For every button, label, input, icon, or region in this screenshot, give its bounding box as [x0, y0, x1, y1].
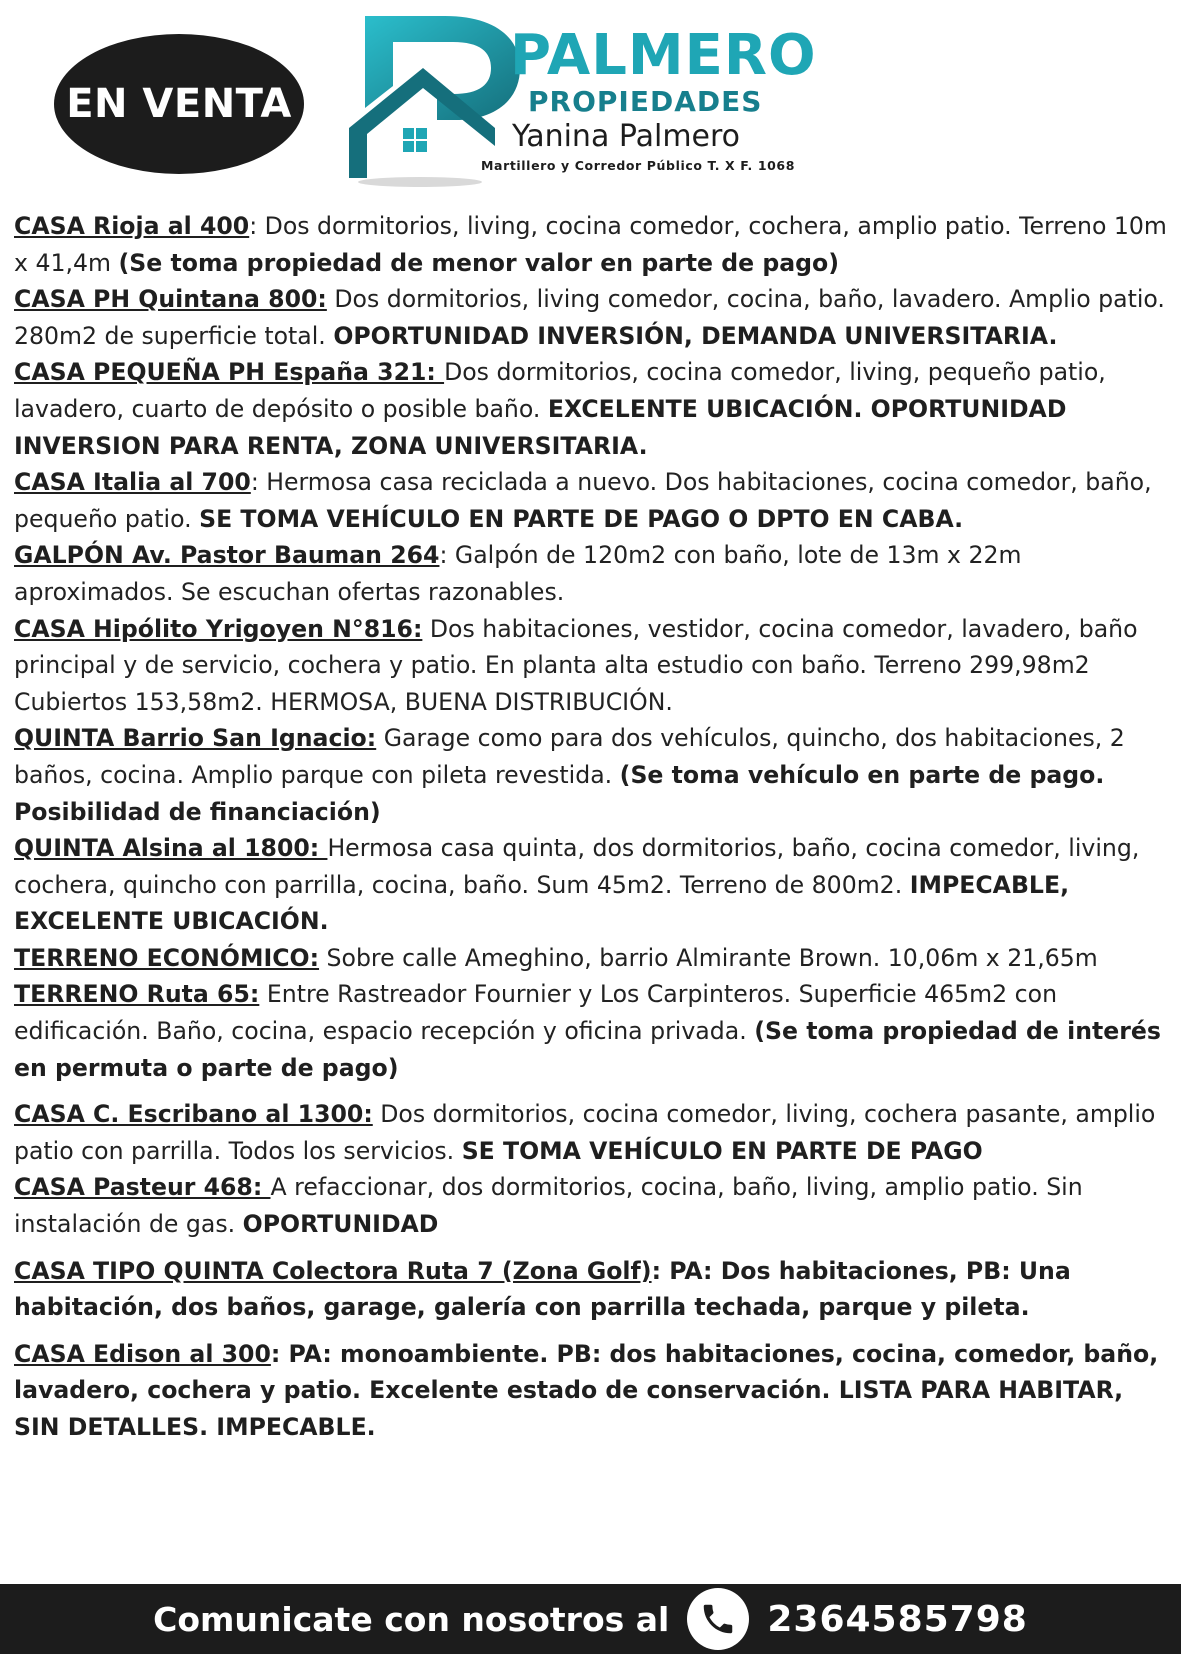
- contact-footer: [0, 1584, 1181, 1654]
- listing-name: TERRENO ECONÓMICO:: [14, 943, 320, 972]
- listing-separator: [319, 944, 327, 972]
- listing-description: Dos dormitorios, cocina comedor, living, cochera pasante, amplio patio con parrilla. Todos los servicios.: [14, 1100, 1156, 1165]
- contact-text: Comunicate con nosotros al: [153, 1599, 670, 1639]
- listing-name: GALPÓN Av. Pastor Bauman 264: [14, 541, 440, 570]
- listing-separator: [259, 980, 267, 1008]
- listing-emphasis: PA: monoambiente. PB: dos habitaciones, cocina, comedor, baño, lavadero, cochera y patio. Excelente estado de conservación. LISTA PARA HABITAR, SIN DETALLES. IMPECABLE.: [14, 1339, 1159, 1441]
- brand-subtitle: PROPIEDADES: [528, 85, 763, 118]
- listing-name: CASA C. Escribano al 1300:: [14, 1100, 373, 1129]
- listing-item: [14, 464, 1174, 537]
- listing-name: CASA Hipólito Yrigoyen N°816:: [14, 614, 423, 643]
- listing-separator: :: [270, 1339, 289, 1368]
- listing-emphasis: (Se toma propiedad de interés en permuta o parte de pago): [14, 1017, 1161, 1082]
- listing-emphasis: EXCELENTE UBICACIÓN. OPORTUNIDAD INVERSION PARA RENTA, ZONA UNIVERSITARIA.: [14, 394, 1067, 460]
- listing-emphasis: IMPECABLE, EXCELENTE UBICACIÓN.: [14, 870, 1070, 936]
- listing-item: [14, 940, 1174, 977]
- listing-item: [14, 976, 1174, 1086]
- listing-separator: :: [439, 541, 455, 570]
- listing-item: [14, 1253, 1174, 1326]
- listing-emphasis: (Se toma propiedad de menor valor en parte de pago): [118, 248, 840, 277]
- listing-name: CASA Italia al 700: [14, 468, 251, 497]
- brand-person: Yanina Palmero: [512, 119, 741, 154]
- property-listings: [14, 208, 1174, 1446]
- listing-item: [14, 611, 1174, 721]
- listing-name: QUINTA Barrio San Ignacio:: [14, 724, 377, 753]
- listing-name: CASA Edison al 300: [14, 1339, 271, 1368]
- listing-emphasis: SE TOMA VEHÍCULO EN PARTE DE PAGO: [461, 1136, 983, 1165]
- listing-description: Sobre calle Ameghino, barrio Almirante Brown. 10,06m x 21,65m: [326, 943, 1098, 972]
- phone-icon: [687, 1588, 749, 1650]
- listing-description: Dos dormitorios, living comedor, cocina, baño, lavadero. Amplio patio. 280m2 de superficie total.: [14, 285, 1165, 350]
- listing-name: CASA PEQUEÑA PH España 321:: [14, 358, 445, 387]
- listing-description: A refaccionar, dos dormitorios, cocina, baño, living, amplio patio. Sin instalación de gas.: [14, 1173, 1083, 1239]
- listing-description: Hermosa casa reciclada a nuevo. Dos habitaciones, cocina comedor, baño, pequeño patio.: [14, 468, 1152, 533]
- listing-name: QUINTA Alsina al 1800:: [14, 834, 328, 863]
- listing-name: CASA PH Quintana 800:: [14, 285, 327, 314]
- listing-item: [14, 830, 1174, 940]
- listing-description: Galpón de 120m2 con baño, lote de 13m x 22m aproximados. Se escuchan ofertas razonables.: [14, 541, 1022, 606]
- listing-item: [14, 1096, 1174, 1169]
- listing-separator: :: [651, 1256, 670, 1285]
- listing-item: [14, 208, 1174, 281]
- listing-emphasis: OPORTUNIDAD: [242, 1210, 439, 1239]
- listing-description: Entre Rastreador Fournier y Los Carpinteros. Superficie 465m2 con edificación. Baño, cocina, espacio recepción y oficina privada.: [14, 980, 1058, 1046]
- brand-name: PALMERO: [510, 23, 817, 88]
- listing-item: [14, 1169, 1174, 1242]
- listing-item: [14, 720, 1174, 830]
- listing-separator: [376, 724, 384, 752]
- listing-name: CASA Pasteur 468:: [14, 1173, 271, 1202]
- listing-separator: :: [249, 212, 265, 240]
- brand-credential: Martillero y Corredor Público T. X F. 1068: [481, 158, 796, 173]
- listing-separator: :: [250, 468, 267, 497]
- listing-emphasis: PA: Dos habitaciones, PB: Una habitación, dos baños, garage, galería con parrilla techada, parque y pileta.: [14, 1256, 1071, 1322]
- listing-description: Garage como para dos vehículos, quincho, dos habitaciones, 2 baños, cocina. Amplio parque con pileta revestida.: [14, 724, 1125, 789]
- listing-emphasis: SE TOMA VEHÍCULO EN PARTE DE PAGO O DPTO EN CABA.: [199, 504, 964, 533]
- listing-name: TERRENO Ruta 65:: [14, 980, 260, 1009]
- listing-description: Hermosa casa quinta, dos dormitorios, baño, cocina comedor, living, cochera, quincho con parrilla, cocina, baño. Sum 45m2. Terreno de 800m2.: [14, 834, 1140, 899]
- listing-emphasis: OPORTUNIDAD INVERSIÓN, DEMANDA UNIVERSITARIA.: [333, 321, 1058, 350]
- listing-separator: [422, 615, 430, 643]
- listing-item: [14, 281, 1174, 354]
- listing-description: Dos dormitorios, living, cocina comedor, cochera, amplio patio. Terreno 10m x 41,4m: [14, 212, 1167, 277]
- listing-item: [14, 537, 1174, 610]
- contact-phone-number[interactable]: 2364585798: [767, 1598, 1028, 1640]
- header: [0, 0, 1181, 200]
- listing-item: [14, 1336, 1174, 1446]
- listing-item: [14, 354, 1174, 464]
- listing-description: Dos habitaciones, vestidor, cocina comedor, lavadero, baño principal y de servicio, cochera y patio. En planta alta estudio con baño. Terreno 299,98m2 Cubiertos 153,58m2. HERMOSA, BUENA DISTRIBUCIÓN.: [14, 614, 1138, 716]
- for-sale-badge: [54, 34, 304, 174]
- listing-description: Dos dormitorios, cocina comedor, living, pequeño patio, lavadero, cuarto de depósito o posible baño.: [14, 358, 1106, 423]
- for-sale-badge-label: EN VENTA: [66, 81, 292, 127]
- listing-emphasis: (Se toma vehículo en parte de pago. Posibilidad de financiación): [14, 760, 1105, 826]
- listing-name: CASA TIPO QUINTA Colectora Ruta 7 (Zona Golf): [14, 1256, 652, 1285]
- listing-name: CASA Rioja al 400: [14, 212, 250, 240]
